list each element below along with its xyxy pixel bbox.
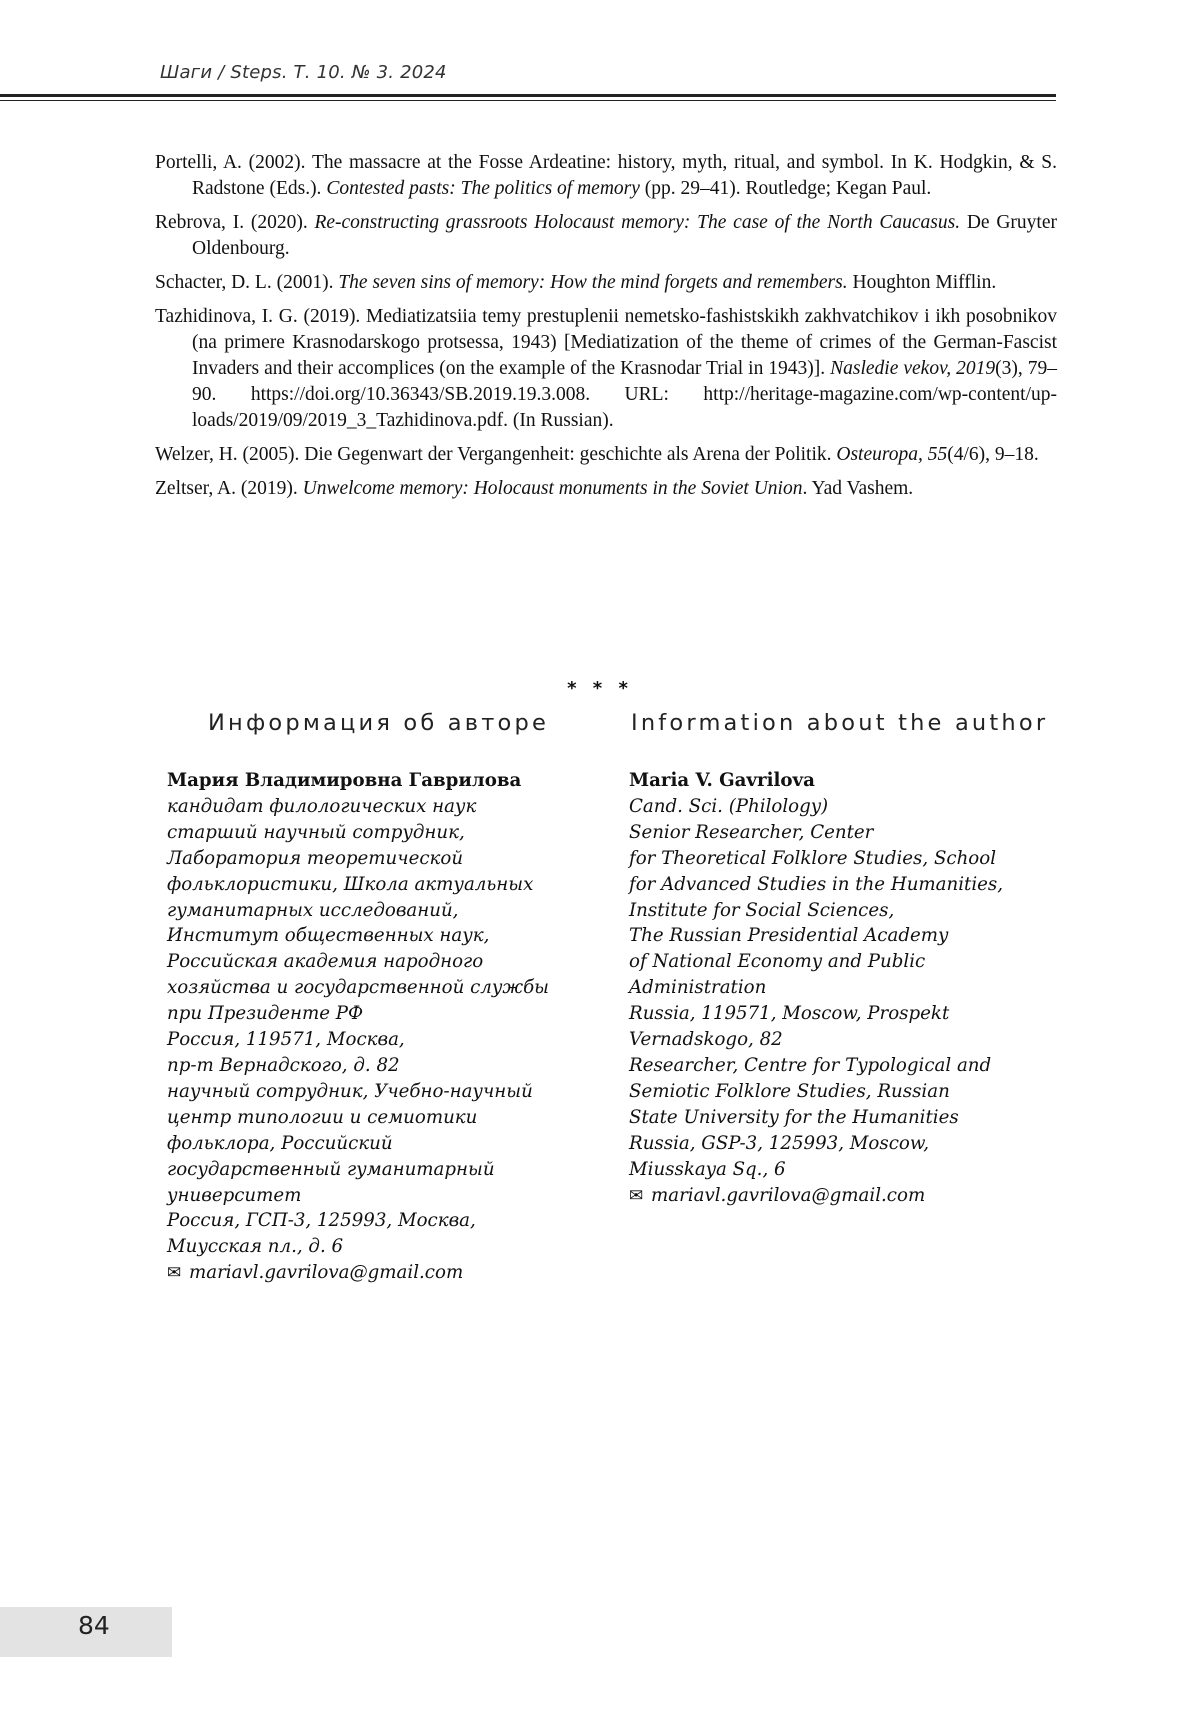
reference-title: The seven sins of memory: How the mind forgets and remembers.	[338, 272, 848, 293]
author-detail-line: Cand. Sci. (Philology)	[629, 795, 829, 817]
author-detail-line: фольклористики, Школа актуальных	[167, 873, 534, 895]
envelope-icon: ✉	[629, 1185, 644, 1206]
reference-text: . Yad Vashem.	[802, 478, 914, 499]
author-detail-line: Российская академия народного	[167, 951, 484, 973]
author-email-row	[629, 1183, 1003, 1210]
reference-title: Re-constructing grassroots Holocaust memory: The case of the North Caucasus.	[314, 212, 961, 233]
reference-text: Rebrova, I. (2020).	[155, 212, 315, 233]
author-detail-line: центр типологии и семиотики	[167, 1106, 478, 1128]
page-number: 84	[78, 1611, 110, 1640]
author-detail-line: гуманитарных исследований,	[167, 899, 459, 921]
reference-text: (3), 79–90. https://​doi.org/10.36343/SB.2019.19.3.008. URL: http://heritage-magazine.com/wp-content/uploads/2019/09/2019_3_Tazhidinova.pdf. (In Russian).	[192, 358, 1057, 431]
reference-title: Contested pasts: The politics of memory	[326, 178, 640, 199]
reference-text: Houghton Mifflin.	[847, 272, 997, 293]
reference-title: Osteuropa, 55	[836, 444, 948, 465]
author-detail-line: Russia, GSP-3, 125993, Moscow,	[629, 1132, 930, 1154]
header-rule-thick	[0, 94, 1056, 97]
author-detail-line: хозяйства и государственной службы	[167, 977, 549, 999]
author-detail-line: Vernadskogo, 82	[629, 1029, 783, 1051]
section-separator: * * *	[567, 678, 633, 699]
reference-entry	[155, 210, 1057, 262]
author-detail-line: при Президенте РФ	[167, 1003, 364, 1025]
author-detail-line: State University for the Humanities	[629, 1106, 959, 1128]
reference-text: Tazhidinova, I. G. (2019). Mediatizatsiia temy prestuplenii nemetsko-fashistskikh zakhvatchikov i ikh posobnikov (na primere Krasnodarskogo protsessa, 1943) [Mediatization of the theme of crimes of the German-Fascist Invaders and their accomplices (on the example of the Krasnodar Trial in 1943)].	[155, 306, 1057, 379]
reference-entry	[155, 304, 1057, 434]
author-detail-line: for Advanced Studies in the Humanities,	[629, 873, 1004, 895]
reference-entry	[155, 476, 1057, 502]
author-info-heading-en: Information about the author	[631, 710, 1049, 736]
author-detail-line: Институт общественных наук,	[167, 925, 490, 947]
author-detail-line: Miusskaya Sq., 6	[629, 1158, 786, 1180]
author-detail-line: of National Economy and Public	[629, 951, 926, 973]
author-info-en	[629, 768, 1003, 1209]
author-detail-line: Россия, 119571, Москва,	[167, 1029, 405, 1051]
author-detail-line: научный сотрудник, Учебно-научный	[167, 1080, 533, 1102]
reference-text: Portelli, A. (2002). The massacre at the Fosse Ardeatine: history, myth, ritual, and symbol. In K. Hodgkin, & S. Radstone (Eds.).	[155, 152, 1057, 199]
author-detail-line: Лаборатория теоретической	[167, 847, 464, 869]
reference-text: Zeltser, A. (2019).	[155, 478, 303, 499]
author-detail-line: старший научный сотрудник,	[167, 821, 465, 843]
author-detail-line: Миусская пл., д. 6	[167, 1236, 344, 1258]
reference-list	[155, 150, 1057, 510]
author-detail-line: Russia, 119571, Moscow, Prospekt	[629, 1003, 950, 1025]
reference-title: Unwelcome memory: Holocaust monuments in the Soviet Union	[302, 478, 803, 499]
author-detail-line: пр-т Вернадского, д. 82	[167, 1054, 400, 1076]
reference-text: De Gruyter Oldenbourg.	[192, 212, 1057, 259]
author-detail-line: for Theoretical Folklore Studies, School	[629, 847, 997, 869]
author-info-ru	[167, 768, 549, 1287]
envelope-icon: ✉	[167, 1263, 182, 1284]
running-head: Шаги / Steps. Т. 10. № 3. 2024	[160, 62, 447, 83]
author-detail-line: кандидат филологических наук	[167, 795, 477, 817]
reference-entry	[155, 150, 1057, 202]
author-detail-line: Researcher, Centre for Typological and	[629, 1054, 992, 1076]
author-detail-line: Senior Researcher, Center	[629, 821, 874, 843]
author-detail-line: государственный гуманитарный	[167, 1158, 495, 1180]
header-rule-thin	[0, 100, 1056, 101]
author-info-heading-ru: Информация об авторе	[208, 710, 550, 736]
author-name-en: Maria V. Gavrilova	[629, 770, 815, 791]
author-detail-line: Россия, ГСП-3, 125993, Москва,	[167, 1210, 476, 1232]
author-email-row	[167, 1260, 549, 1287]
reference-entry	[155, 442, 1057, 468]
reference-text: (4/6), 9–18.	[947, 444, 1039, 465]
author-name-ru: Мария Владимировна Гаврилова	[167, 770, 522, 791]
author-detail-line: университет	[167, 1184, 302, 1206]
author-detail-line: Administration	[629, 977, 767, 999]
reference-text: (pp. 29–41). Routledge; Kegan Paul.	[639, 178, 932, 199]
author-detail-line: Institute for Social Sciences,	[629, 899, 895, 921]
author-detail-line: Semiotic Folklore Studies, Russian	[629, 1080, 950, 1102]
author-email[interactable]: mariavl.gavrilova@gmail.com	[651, 1184, 926, 1206]
reference-title: Nasledie vekov, 2019	[830, 358, 996, 379]
author-detail-line: The Russian Presidential Academy	[629, 925, 949, 947]
reference-text: Welzer, H. (2005). Die Gegenwart der Vergangenheit: geschichte als Arena der Politik.	[155, 444, 837, 465]
reference-entry	[155, 270, 1057, 296]
author-email[interactable]: mariavl.gavrilova@gmail.com	[189, 1262, 464, 1284]
reference-text: Schacter, D. L. (2001).	[155, 272, 339, 293]
author-detail-line: фольклора, Российский	[167, 1132, 393, 1154]
